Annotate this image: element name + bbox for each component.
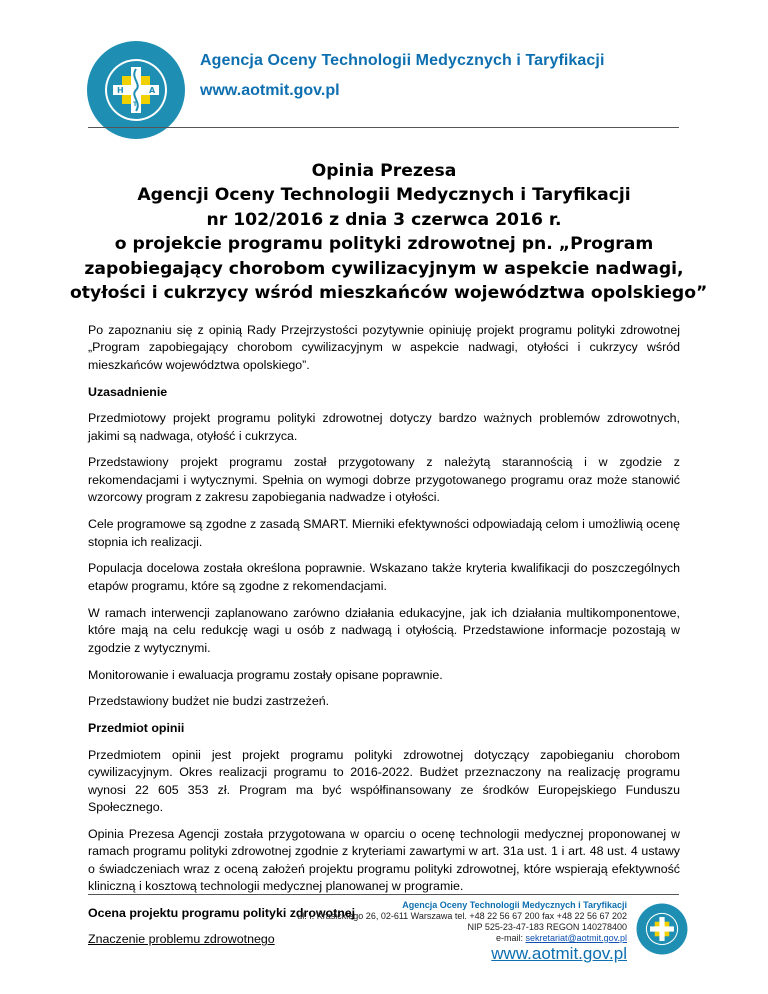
footer-address: ul. I. Krasickiego 26, 02-611 Warszawa tel. +48 22 56 67 200 fax +48 22 56 67 202: [297, 911, 627, 921]
subsection-heading-znaczenie: Znaczenie problemu zdrowotnego: [88, 932, 275, 947]
paragraph: Cele programowe są zgodne z zasadą SMART. Mierniki efektywności odpowiadają celom i umożliwią ocenę stopnia ich realizacji.: [88, 517, 680, 549]
footer-url[interactable]: www.aotmit.gov.pl: [491, 944, 627, 963]
title-line: zapobiegający chorobom cywilizacyjnym w aspekcie nadwagi,: [84, 258, 684, 279]
title-line: Opinia Prezesa: [311, 161, 457, 181]
footer-agency-name: Agencja Oceny Technologii Medycznych i Taryfikacji: [402, 900, 627, 910]
title-line: nr 102/2016 z dnia 3 czerwca 2016 r.: [206, 209, 562, 230]
footer-email-label: e-mail:: [495, 933, 526, 943]
footer-email-line: [167, 933, 627, 944]
logo-letter-t: T: [133, 101, 138, 108]
title-line: otyłości i cukrzycy wśród mieszkańców województwa opolskiego”: [70, 283, 708, 304]
section-heading-ocena: Ocena projektu programu polityki zdrowotnej: [88, 905, 356, 920]
paragraph: Przedmiotowy projekt programu polityki zdrowotnej dotyczy bardzo ważnych problemów zdrowotnych, jakimi są nadwaga, otyłość i cukrzyca.: [88, 411, 680, 443]
document-body: [88, 322, 680, 949]
paragraph: Populacja docelowa została określona poprawnie. Wskazano także kryteria kwalifikacji do poszczególnych etapów programu, które są zgodne z rekomendacjami.: [88, 561, 680, 593]
footer-logo: [636, 903, 688, 955]
paragraph: Przedmiotem opinii jest projekt programu polityki zdrowotnej dotyczący zapobieganiu chorobom cywilizacyjnym. Okres realizacji programu to 2016-2022. Budżet przeznaczony na realizację programu wynosi 22 605 353 zł. Program ma być współfinansowany ze środków Europejskiego Funduszu Społecznego.: [88, 747, 680, 814]
paragraph: W ramach interwencji zaplanowano zarówno działania edukacyjne, jak ich działania multikomponentowe, które mają na celu redukcję wagi u osób z nadwagą i otyłością. Przedstawione informacje pozostają w zgodzie z wytycznymi.: [88, 605, 680, 655]
logo-letter-a: A: [149, 86, 156, 95]
footer-email-link[interactable]: sekretariat@aotmit.gov.pl: [525, 933, 627, 943]
title-line: Agencji Oceny Technologii Medycznych i Taryfikacji: [137, 185, 631, 206]
footer-divider: [88, 894, 679, 895]
footer-ids: NIP 525-23-47-183 REGON 140278400: [467, 922, 627, 932]
footer-contact: [167, 900, 627, 944]
section-heading-uzasadnienie: Uzasadnienie: [88, 384, 168, 399]
section-heading-przedmiot: Przedmiot opinii: [88, 721, 185, 736]
header-divider: [88, 127, 679, 128]
paragraph: Opinia Prezesa Agencji została przygotowana w oparciu o ocenę technologii medycznej proponowanej w ramach programu polityki zdrowotnej zgodnie z kryteriami zawartymi w art. 31a ust. 1 i art. 48 ust. 4 ustawy o świadczeniach wraz z oceną założeń projektu programu polityki zdrowotnej, które wspierają efektywność kliniczną i kosztową technologii medycznej planowanej w programie.: [88, 826, 680, 894]
paragraph: Przedstawiony budżet nie budzi zastrzeżeń.: [88, 694, 330, 709]
title-line: o projekcie programu polityki zdrowotnej pn. „Program: [114, 234, 654, 255]
header-url[interactable]: www.aotmit.gov.pl: [200, 82, 340, 99]
document-title: [70, 159, 708, 305]
paragraph: Przedstawiony projekt programu został przygotowany z należytą starannością i w zgodzie z rekomendacjami i wytycznymi. Spełnia on wymogi dobrze przygotowanego programu oraz może stanowić wzorcowy program z zakresu zapobiegania nadwadze i otyłości.: [88, 455, 680, 505]
logo-letter-h: H: [117, 86, 124, 95]
paragraph: Monitorowanie i ewaluacja programu zostały opisane poprawnie.: [88, 667, 443, 682]
agency-logo: [86, 40, 186, 140]
intro-paragraph: Po zapoznaniu się z opinią Rady Przejrzystości pozytywnie opiniuję projekt programu polityki zdrowotnej „Program zapobiegający chorobom cywilizacyjnym w aspekcie nadwagi, otyłości i cukrzycy wśród mieszkańców województwa opolskiego”.: [88, 323, 680, 372]
header-agency-name: Agencja Oceny Technologii Medycznych i Taryfikacji: [200, 52, 605, 69]
